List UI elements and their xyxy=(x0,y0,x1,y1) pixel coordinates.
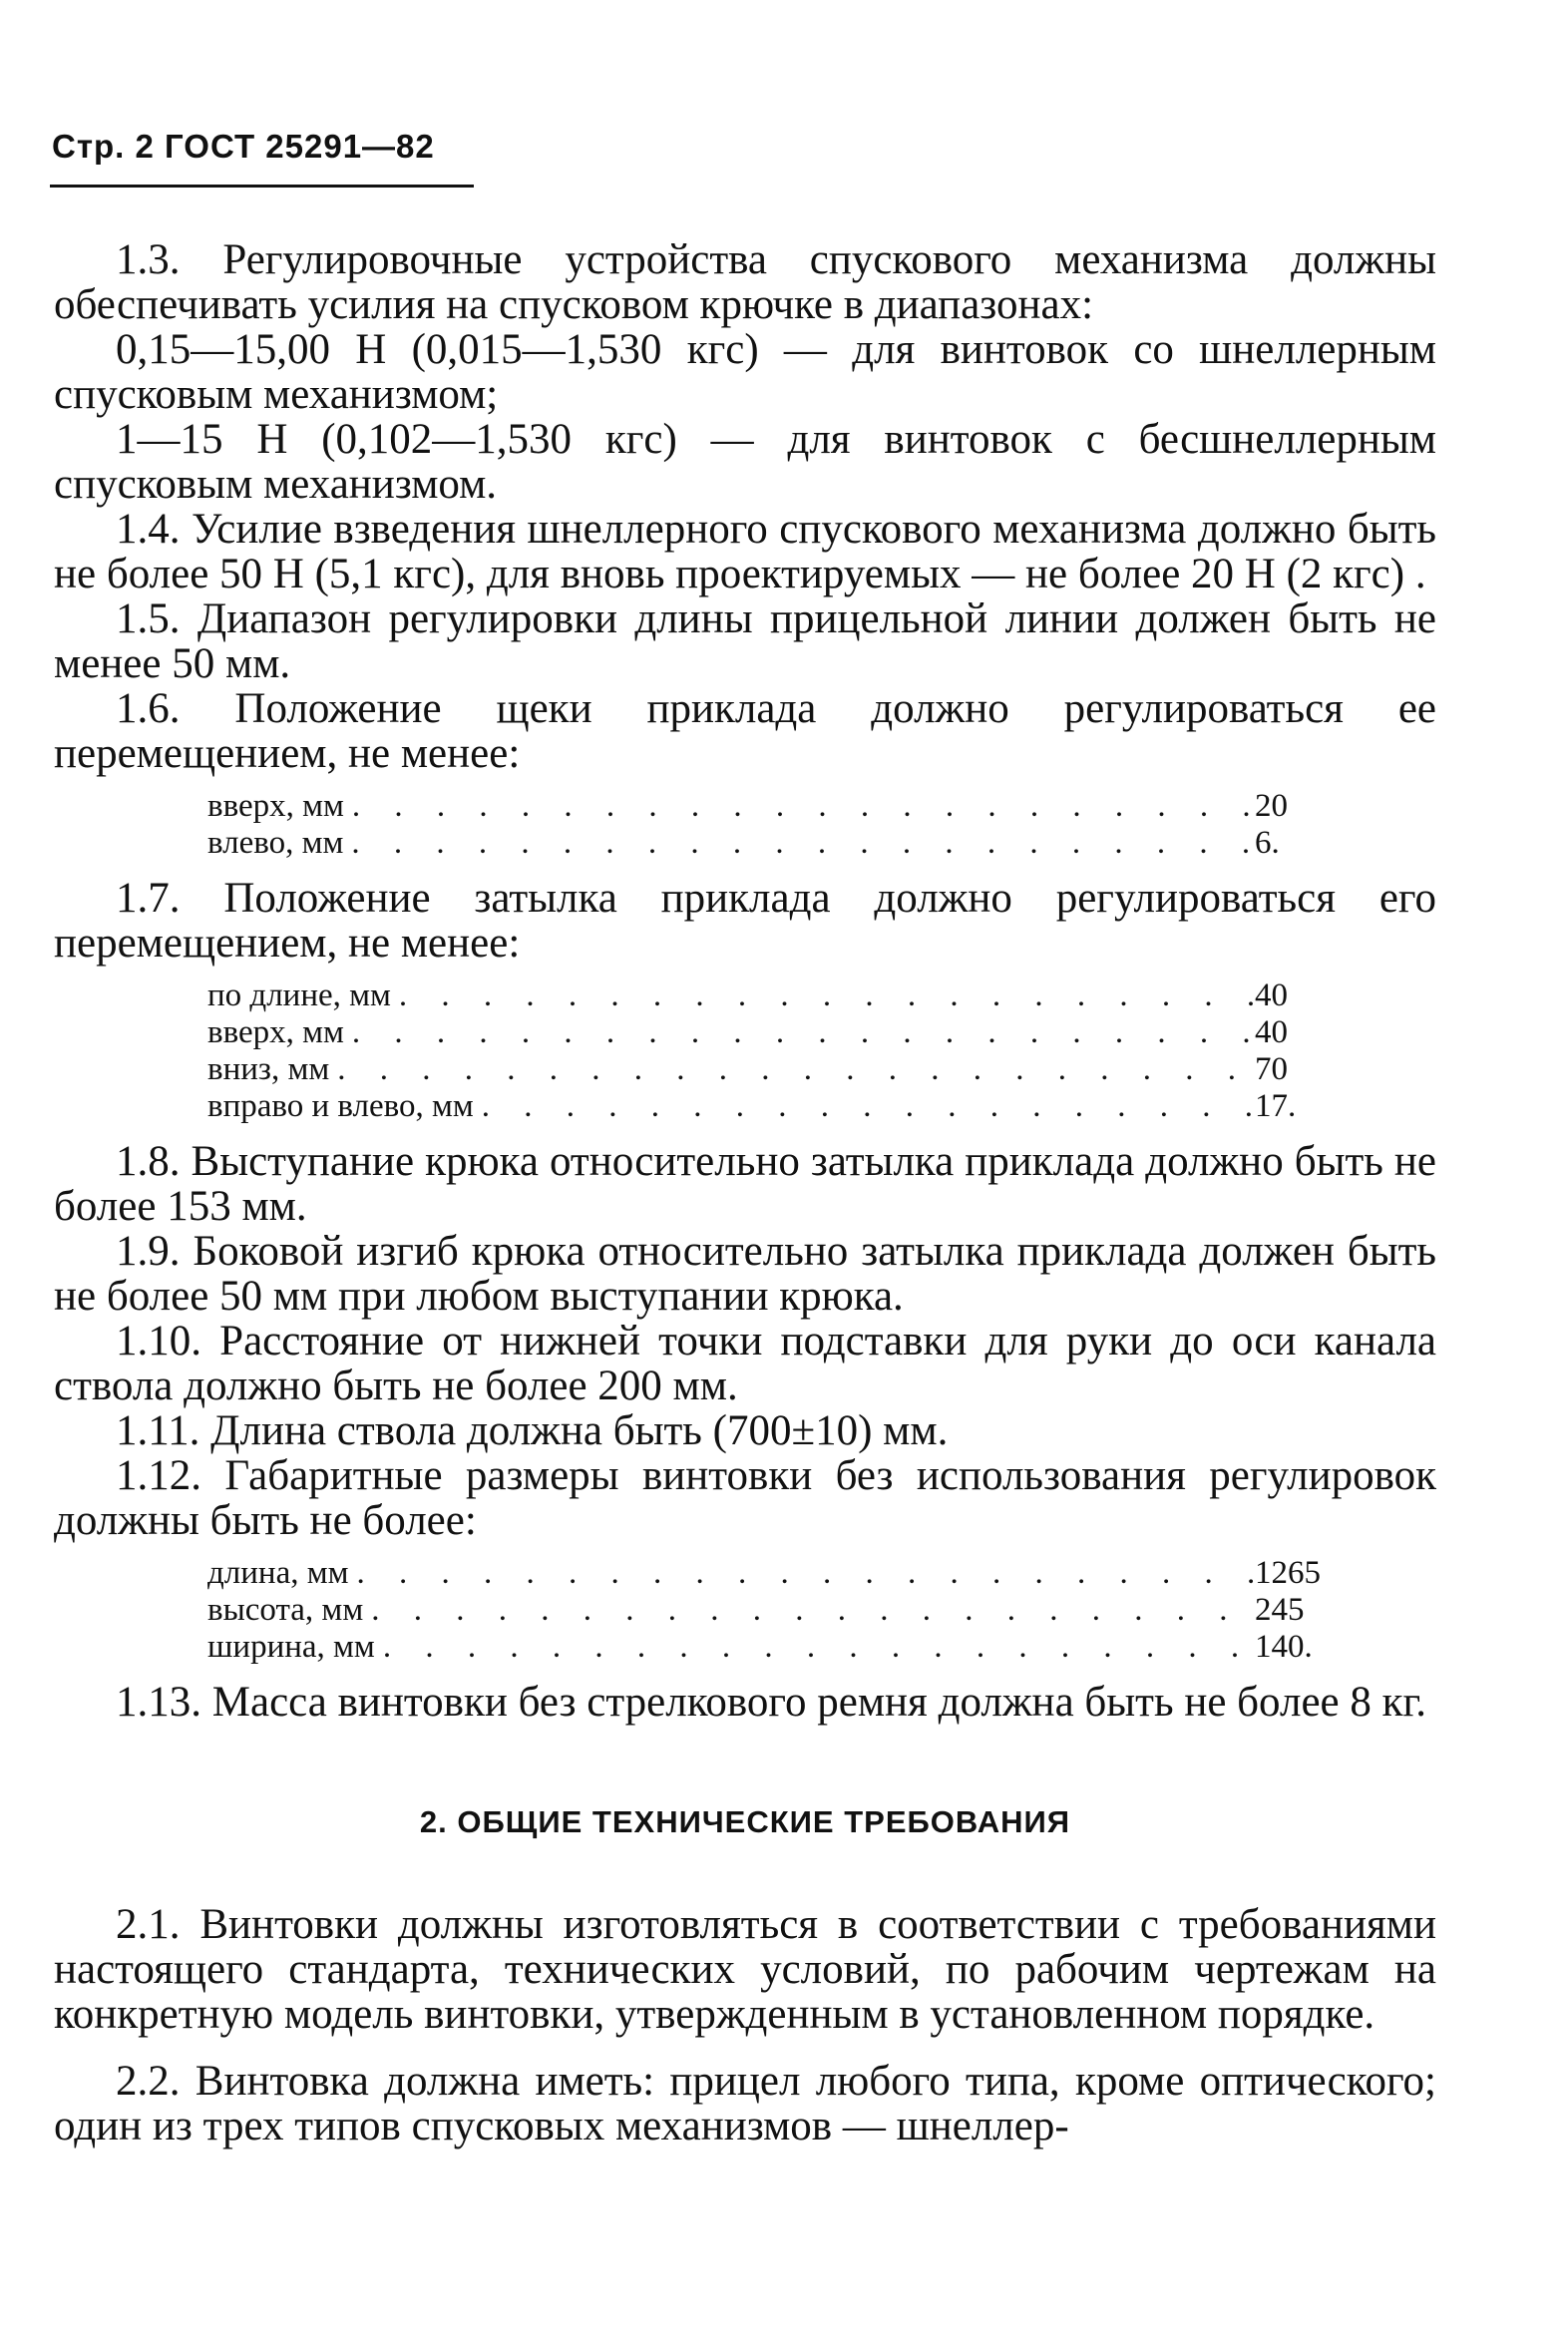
list-item-value: 40 xyxy=(1255,1014,1288,1050)
list-item xyxy=(207,977,1325,1014)
paragraph-1-11: 1.11. Длина ствола должна быть (700±10) мм. xyxy=(116,1407,949,1454)
list-item-value: 245 xyxy=(1255,1592,1305,1628)
leader-dots xyxy=(349,1555,1256,1592)
list-item-value: 6. xyxy=(1255,825,1280,861)
list-item-value: 140. xyxy=(1255,1629,1313,1665)
list-item-value: 70 xyxy=(1255,1051,1288,1087)
list-item xyxy=(207,1051,1325,1088)
leader-dots xyxy=(391,977,1255,1014)
leader-dots xyxy=(344,1014,1255,1051)
list-item-value: 17. xyxy=(1255,1088,1297,1124)
list-item-label: высота, мм xyxy=(207,1592,364,1628)
list-item xyxy=(207,1088,1325,1125)
paragraph-2-2: 2.2. Винтовка должна иметь: прицел любого типа, кроме оптического; один из трех типов спусковых механизмов — шнеллер- xyxy=(54,2058,1436,2149)
leader-dots xyxy=(343,825,1255,862)
header-rule xyxy=(50,185,474,188)
list-item-label: влево, мм xyxy=(207,825,344,861)
leader-dots xyxy=(344,788,1255,825)
list-cheek-adjustment xyxy=(207,788,1325,862)
list-item-label: вниз, мм xyxy=(207,1051,330,1087)
list-item-value: 20 xyxy=(1255,788,1288,824)
leader-dots xyxy=(474,1088,1255,1125)
paragraph-1-6: 1.6. Положение щеки приклада должно регулироваться ее перемещением, не менее: xyxy=(54,685,1436,777)
list-item xyxy=(207,1555,1325,1592)
paragraph-1-9: 1.9. Боковой изгиб крюка относительно затылка приклада должен быть не более 50 мм при любом выступании крюка. xyxy=(54,1228,1436,1320)
list-item-label: вправо и влево, мм xyxy=(207,1088,474,1124)
list-item-label: по длине, мм xyxy=(207,977,391,1013)
list-overall-dimensions xyxy=(207,1555,1325,1666)
paragraph-1-7: 1.7. Положение затылка приклада должно регулироваться его перемещением, не менее: xyxy=(54,875,1436,967)
paragraph-1-8: 1.8. Выступание крюка относительно затылка приклада должно быть не более 153 мм. xyxy=(54,1138,1436,1230)
list-item xyxy=(207,1592,1325,1629)
leader-dots xyxy=(363,1592,1255,1629)
list-buttplate-adjustment xyxy=(207,977,1325,1125)
section-2-title: 2. ОБЩИЕ ТЕХНИЧЕСКИЕ ТРЕБОВАНИЯ xyxy=(419,1804,1071,1839)
leader-dots xyxy=(375,1629,1255,1666)
page-content xyxy=(54,237,1436,2148)
leader-dots xyxy=(329,1051,1255,1088)
paragraph-1-4: 1.4. Усилие взведения шнеллерного спускового механизма должно быть не более 50 Н (5,1 кгс), для вновь проектируемых — не более 20 Н (2 кгс) . xyxy=(54,506,1436,597)
list-item-value: 1265 xyxy=(1255,1555,1321,1591)
list-item xyxy=(207,825,1325,862)
list-item-label: вверх, мм xyxy=(207,788,344,824)
page-header: Стр. 2 ГОСТ 25291—82 xyxy=(52,128,435,165)
list-item-label: длина, мм xyxy=(207,1555,349,1591)
paragraph-1-3-range-2: 1—15 Н (0,102—1,530 кгс) — для винтовок с бесшнеллерным спусковым механизмом. xyxy=(54,416,1436,508)
list-item-label: вверх, мм xyxy=(207,1014,344,1050)
list-item xyxy=(207,788,1325,825)
list-item-label: ширина, мм xyxy=(207,1629,375,1665)
paragraph-1-3: 1.3. Регулировочные устройства спускового механизма должны обеспечивать усилия на спусковом крючке в диапазонах: xyxy=(54,236,1436,328)
list-item-value: 40 xyxy=(1255,977,1288,1013)
list-item xyxy=(207,1014,1325,1051)
paragraph-1-5: 1.5. Диапазон регулировки длины прицельной линии должен быть не менее 50 мм. xyxy=(54,595,1436,687)
paragraph-1-13: 1.13. Масса винтовки без стрелкового ремня должна быть не более 8 кг. xyxy=(116,1679,1427,1726)
paragraph-1-12: 1.12. Габаритные размеры винтовки без использования регулировок должны быть не более: xyxy=(54,1452,1436,1544)
list-item xyxy=(207,1629,1325,1666)
paragraph-2-1: 2.1. Винтовки должны изготовляться в соответствии с требованиями настоящего стандарта, технических условий, по рабочим чертежам на конкретную модель винтовки, утвержденным в установленном порядке. xyxy=(54,1901,1436,2038)
paragraph-1-10: 1.10. Расстояние от нижней точки подставки для руки до оси канала ствола должно быть не более 200 мм. xyxy=(54,1318,1436,1409)
paragraph-1-3-range-1: 0,15—15,00 Н (0,015—1,530 кгс) — для винтовок со шнеллерным спусковым механизмом; xyxy=(54,326,1436,418)
